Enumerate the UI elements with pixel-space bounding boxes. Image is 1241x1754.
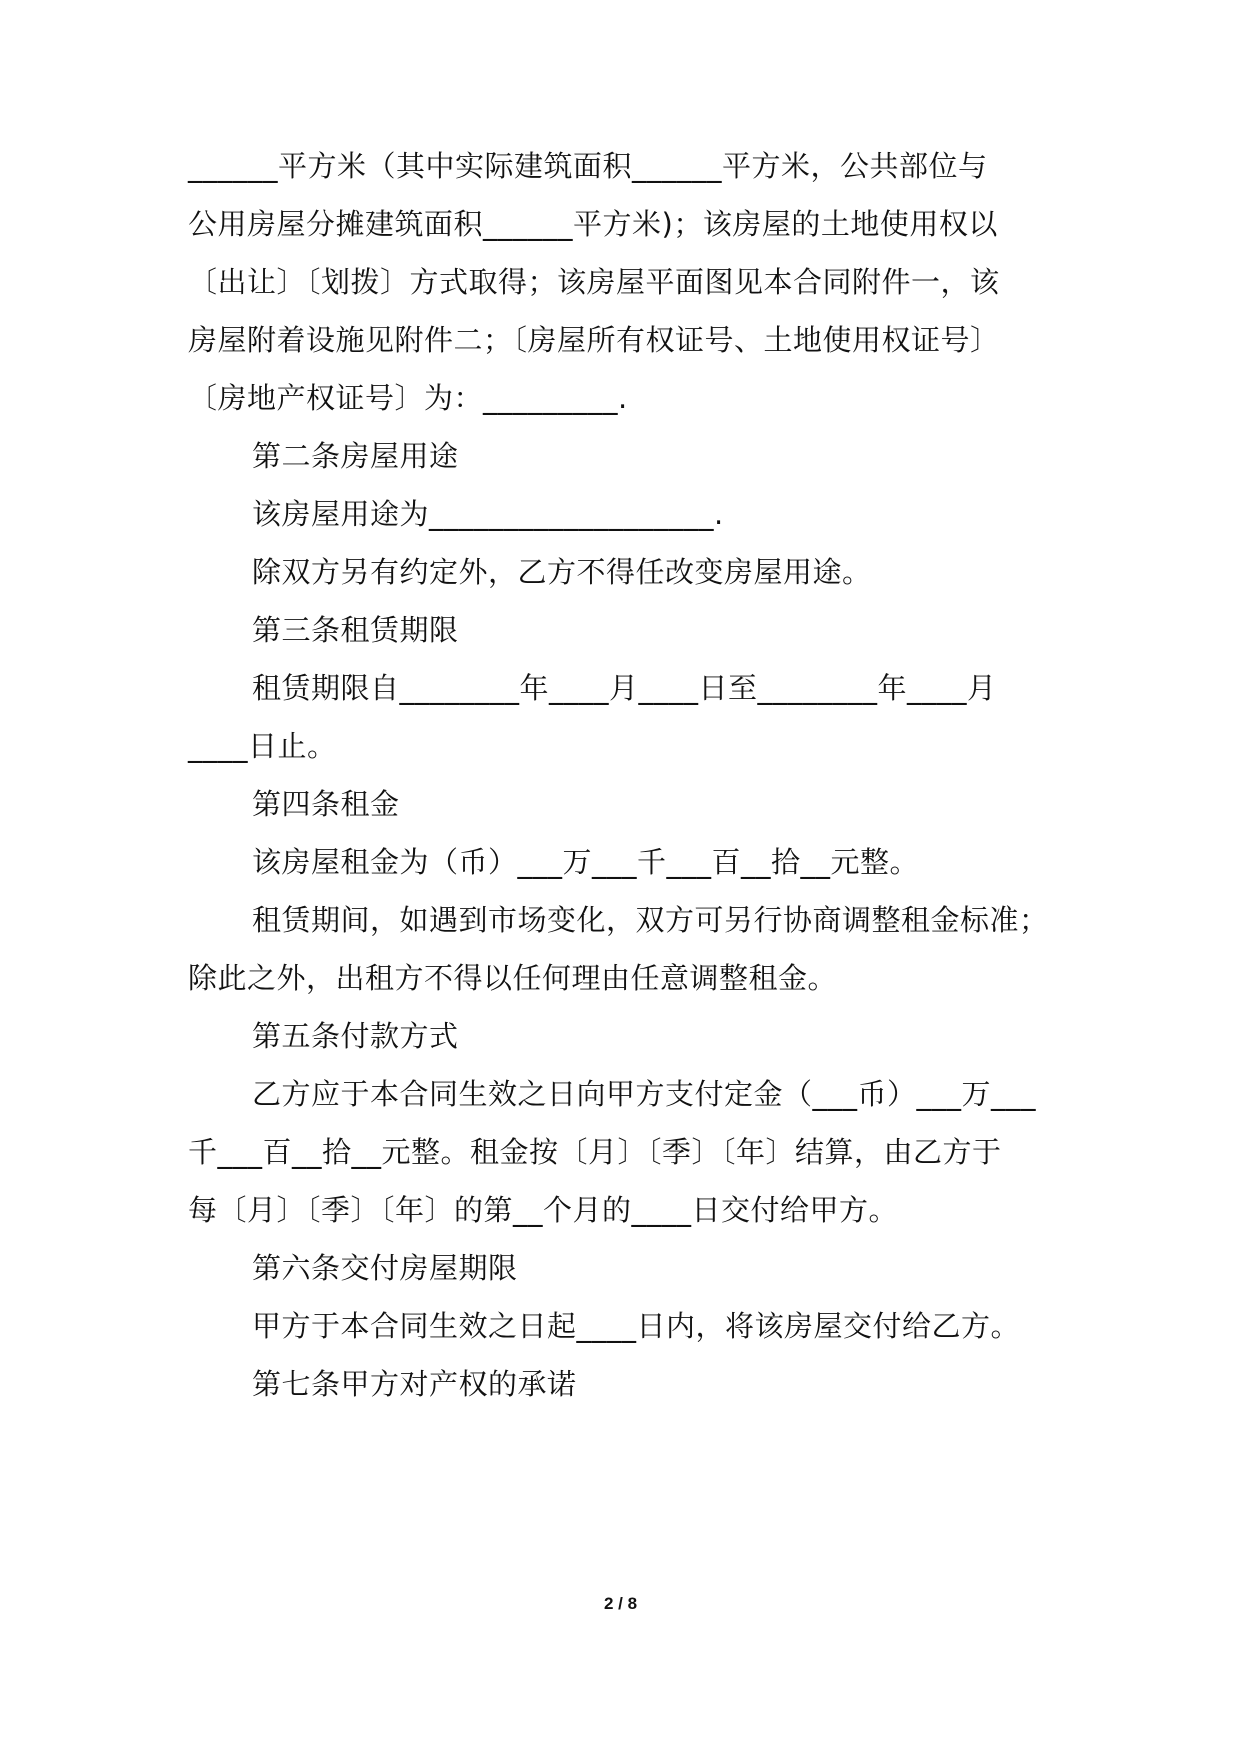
section-heading: 第五条付款方式 [252,1019,459,1053]
section-heading: 第三条租赁期限 [252,613,459,647]
page-number: 2 / 8 [603,1594,638,1613]
text-line: 该房屋用途为___________________. [252,497,724,531]
text-line: 房屋附着设施见附件二；〔房屋所有权证号、土地使用权证号〕 [188,323,1000,357]
text-line: 每〔月〕〔季〕〔年〕的第__个月的____日交付给甲方。 [188,1193,899,1227]
text-line: 公用房屋分摊建筑面积______平方米)；该房屋的土地使用权以 [188,207,998,241]
text-line: ______平方米（其中实际建筑面积______平方米，公共部位与 [188,149,988,183]
text-line: 该房屋租金为（币）___万___千___百__拾__元整。 [252,845,920,879]
section-heading: 第四条租金 [252,787,400,821]
text-line: 除双方另有约定外，乙方不得任改变房屋用途。 [252,555,872,589]
text-line: 租赁期限自________年____月____日至________年____月 [252,671,997,705]
text-line: 〔房地产权证号〕为：_________. [188,381,628,415]
text-line: ____日止。 [188,729,337,763]
text-line: 〔出让〕〔划拨〕方式取得；该房屋平面图见本合同附件一，该 [188,265,1000,299]
text-line: 乙方应于本合同生效之日向甲方支付定金（___币）___万___ [252,1077,1037,1111]
text-line: 租赁期间，如遇到市场变化，双方可另行协商调整租金标准； [252,903,1049,937]
section-heading: 第六条交付房屋期限 [252,1251,518,1285]
section-heading: 第七条甲方对产权的承诺 [252,1367,577,1401]
section-heading: 第二条房屋用途 [252,439,459,473]
text-line: 除此之外，出租方不得以任何理由任意调整租金。 [188,961,838,995]
text-line: 甲方于本合同生效之日起____日内，将该房屋交付给乙方。 [252,1309,1021,1343]
text-line: 千___百__拾__元整。租金按〔月〕〔季〕〔年〕结算，由乙方于 [188,1135,1002,1169]
